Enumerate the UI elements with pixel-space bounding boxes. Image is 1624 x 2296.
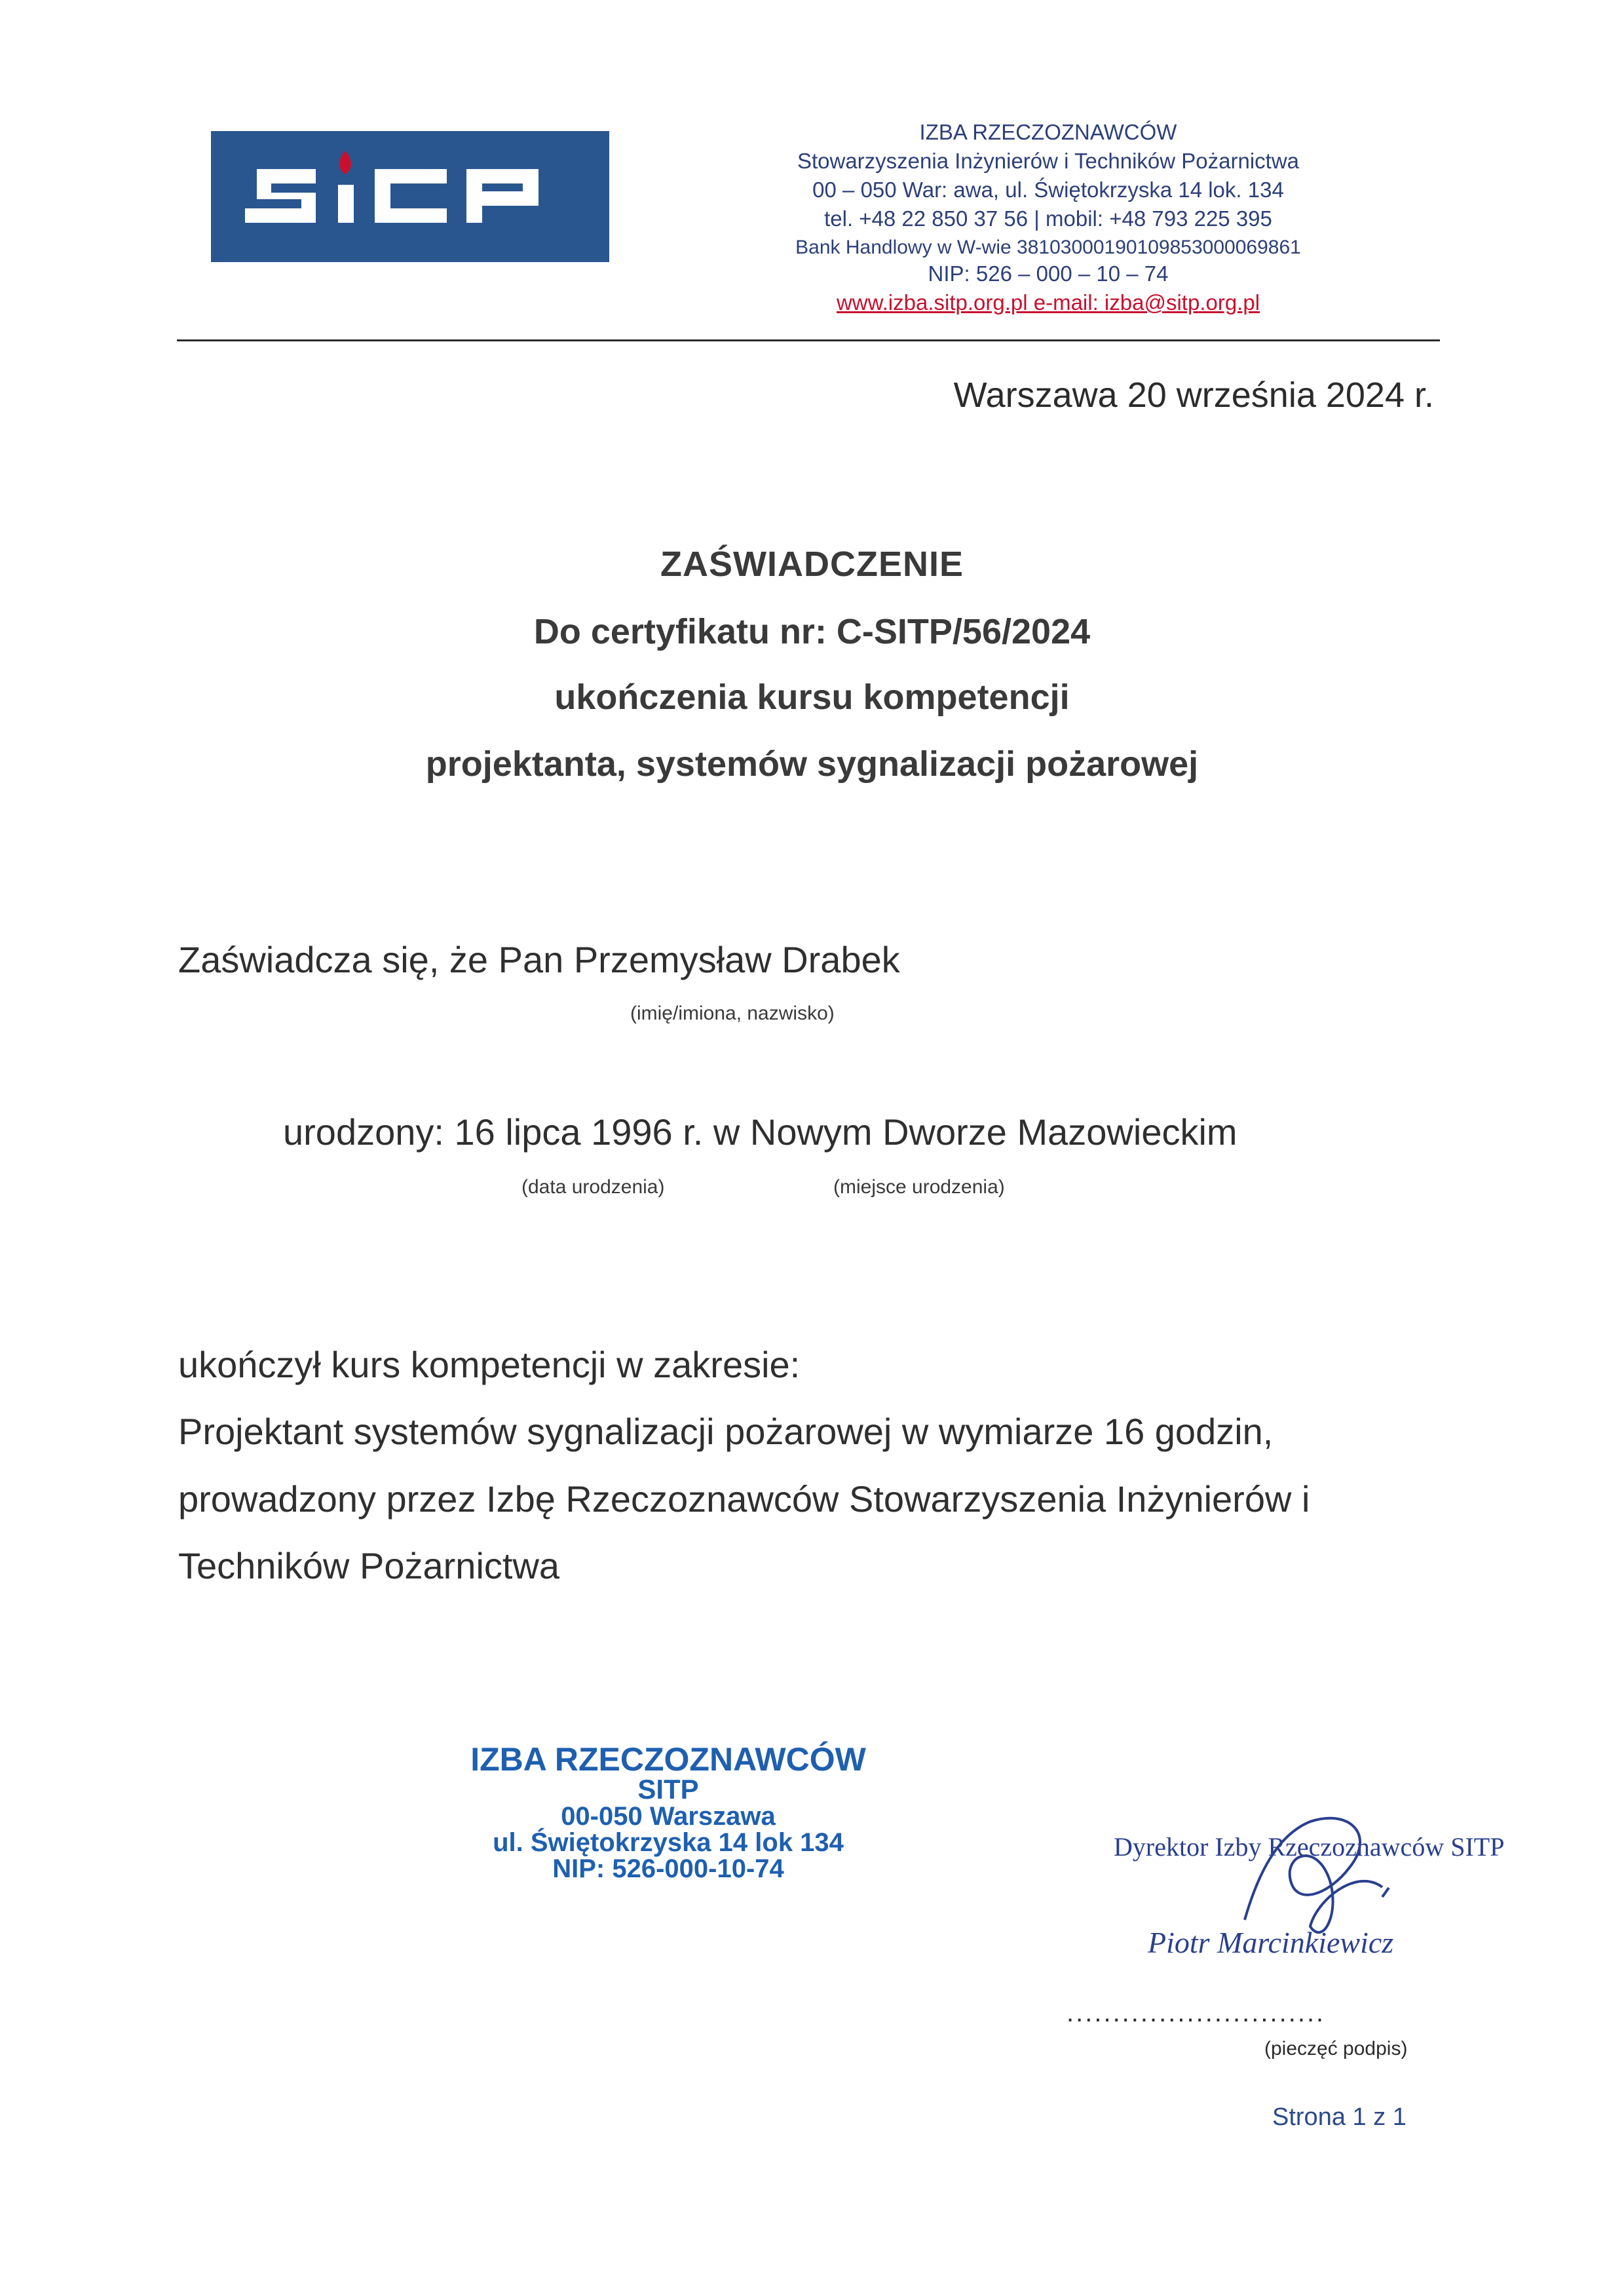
signature-dotted-line: ............................: [1067, 1999, 1326, 2027]
header-links-text[interactable]: www.izba.sitp.org.pl e-mail: izba@sitp.org.pl: [836, 290, 1260, 315]
stamp-line-3: 00-050 Warszawa: [561, 1802, 776, 1831]
header-org-name: IZBA RZECZOZNAWCÓW: [919, 120, 1177, 144]
course-title-line-2: projektanta, systemów sygnalizacji pożarowej: [425, 744, 1199, 784]
header-links: [688, 288, 1408, 317]
sitp-logo-mark: [211, 131, 609, 262]
completion-line-1: ukończył kurs kompetencji w zakresie:: [178, 1344, 801, 1385]
born-line: urodzony: 16 lipca 1996 r. w Nowym Dworze Mazowieckim: [283, 1111, 1237, 1153]
header-address: 00 – 050 War: awa, ul. Świętokrzyska 14 lok. 134: [812, 178, 1284, 202]
header-association: Stowarzyszenia Inżynierów i Techników Pożarnictwa: [797, 149, 1300, 173]
signature-caption: (pieczęć podpis): [1264, 2038, 1408, 2059]
sitp-logo: [211, 131, 609, 262]
pob-caption: (miejsce urodzenia): [833, 1176, 1005, 1198]
certificate-reference: Do certyfikatu nr: C-SITP/56/2024: [533, 612, 1091, 651]
document-title: ZAŚWIADCZENIE: [660, 545, 964, 584]
stamp-line-1: IZBA RZECZOZNAWCÓW: [470, 1741, 866, 1778]
place-date: Warszawa 20 września 2024 r.: [953, 375, 1434, 415]
header-divider: [177, 339, 1440, 341]
completion-line-3: prowadzony przez Izbę Rzeczoznawców Stowarzyszenia Inżynierów i: [178, 1478, 1310, 1520]
certifies-line: Zaświadcza się, że Pan Przemysław Drabek: [178, 939, 900, 980]
signatory-name: Piotr Marcinkiewicz: [1148, 1926, 1394, 1959]
header-phones: tel. +48 22 850 37 56 | mobil: +48 793 225 395: [824, 206, 1272, 231]
stamp-line-2: SITP: [637, 1774, 699, 1805]
stamp-line-4: ul. Świętokrzyska 14 lok 134: [493, 1828, 844, 1857]
header-bank: Bank Handlowy w W-wie 38103000190109853000069861: [795, 237, 1301, 258]
signature-role: Dyrektor Izby Rzeczoznawców SITP: [1114, 1832, 1505, 1862]
dob-caption: (data urodzenia): [521, 1176, 665, 1198]
page-number: Strona 1 z 1: [1272, 2103, 1407, 2131]
institution-stamp: [419, 1743, 917, 1882]
completion-line-4: Techników Pożarnictwa: [178, 1545, 560, 1586]
stamp-line-5: NIP: 526-000-10-74: [552, 1854, 784, 1883]
header-nip: NIP: 526 – 000 – 10 – 74: [928, 261, 1169, 286]
completion-line-2: Projektant systemów sygnalizacji pożarowej w wymiarze 16 godzin,: [178, 1411, 1274, 1452]
name-caption: (imię/imiona, nazwisko): [630, 1003, 835, 1024]
course-title-line-1: ukończenia kursu kompetencji: [554, 678, 1070, 717]
